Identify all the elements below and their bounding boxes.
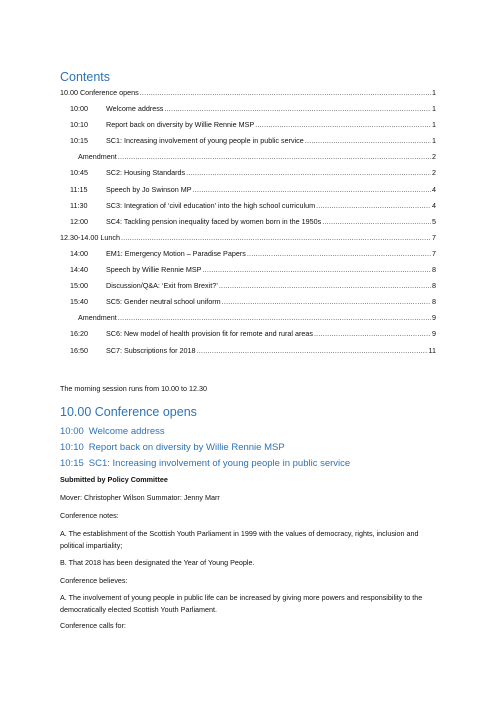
toc-entry-page: 4	[432, 184, 436, 194]
toc-leader-dots	[118, 313, 431, 322]
toc-leader-dots	[121, 233, 431, 242]
toc-entry-text: SC1: Increasing involvement of young people in public service	[106, 136, 304, 146]
subheading-text: Welcome address	[88, 426, 165, 437]
subheading-text: Report back on diversity by Willie Rennie MSP	[88, 442, 285, 453]
toc-leader-dots	[164, 104, 431, 113]
toc-entry-page: 2	[432, 168, 436, 178]
subheading-welcome	[60, 426, 165, 437]
toc-entry-text: Speech by Willie Rennie MSP	[106, 265, 202, 275]
toc-entry-page: 8	[432, 297, 436, 307]
toc-entry-page: 1	[432, 136, 436, 146]
toc-entry-time: 15:40	[70, 297, 88, 307]
toc-entry-text: 10.00 Conference opens	[60, 88, 139, 97]
toc-entry-time: 16:50	[70, 345, 88, 355]
toc-entry-page: 8	[432, 281, 436, 291]
toc-leader-dots	[305, 136, 431, 145]
toc-entry-text: Amendment	[78, 313, 117, 323]
toc-entry-text: SC5: Gender neutral school uniform	[106, 297, 221, 307]
toc-entry[interactable]	[60, 249, 436, 265]
toc-leader-dots	[322, 217, 431, 226]
toc-title: Contents	[60, 70, 111, 84]
toc-entry[interactable]	[60, 265, 436, 281]
toc-entry[interactable]	[60, 346, 436, 362]
toc-entry-page: 5	[432, 216, 436, 226]
toc-entry-time: 16:20	[70, 329, 88, 339]
toc-entry-page: 4	[432, 200, 436, 210]
subheading-text: SC1: Increasing involvement of young people in public service	[88, 458, 351, 469]
toc-entry-time: 11:30	[70, 200, 88, 210]
toc-entry-text: EM1: Emergency Motion – Paradise Papers	[106, 248, 246, 258]
toc-leader-dots	[197, 346, 428, 355]
toc-entry-time: 10:15	[70, 136, 88, 146]
toc-entry-time: 10:45	[70, 168, 88, 178]
toc-entry-page: 1	[432, 88, 436, 97]
subheading-diversity	[60, 442, 285, 453]
toc-leader-dots	[193, 185, 432, 194]
table-of-contents	[60, 88, 436, 362]
toc-entry[interactable]	[60, 313, 436, 329]
toc-entry-text: Discussion/Q&A: ‘Exit from Brexit?’	[106, 281, 218, 291]
subheading-time: 10:00	[60, 426, 84, 437]
toc-entry-time: 10:00	[70, 104, 88, 114]
note-b: B. That 2018 has been designated the Year of Young People.	[60, 558, 255, 567]
toc-entry-page: 11	[428, 345, 436, 355]
subheading-sc1	[60, 458, 350, 469]
toc-entry[interactable]	[60, 217, 436, 233]
toc-entry-page: 9	[432, 329, 436, 339]
toc-entry-page: 2	[432, 152, 436, 162]
toc-entry-page: 1	[432, 104, 436, 114]
section-heading: 10.00 Conference opens	[60, 405, 197, 419]
toc-entry[interactable]	[60, 152, 436, 168]
toc-entry-time: 11:15	[70, 184, 88, 194]
calls-label: Conference calls for:	[60, 621, 126, 630]
toc-entry-time: 10:10	[70, 120, 88, 130]
toc-entry-text: SC4: Tackling pension inequality faced by women born in the 1950s	[106, 216, 322, 226]
toc-entry-time: 14:40	[70, 265, 88, 275]
subheading-time: 10:15	[60, 458, 84, 469]
toc-leader-dots	[314, 329, 431, 338]
notes-label: Conference notes:	[60, 511, 119, 520]
toc-entry[interactable]	[60, 136, 436, 152]
toc-leader-dots	[247, 249, 431, 258]
toc-leader-dots	[255, 120, 431, 129]
toc-entry[interactable]	[60, 168, 436, 184]
toc-entry[interactable]	[60, 281, 436, 297]
toc-leader-dots	[118, 152, 431, 161]
toc-leader-dots	[186, 168, 431, 177]
toc-entry[interactable]	[60, 185, 436, 201]
toc-entry[interactable]	[60, 88, 436, 104]
toc-entry-text: SC3: Integration of ‘civil education’ into the high school curriculum	[106, 200, 316, 210]
toc-entry-text: Report back on diversity by Willie Rennie MSP	[106, 120, 255, 130]
mover-line: Mover: Christopher Wilson Summator: Jenny Marr	[60, 493, 220, 502]
believes-label: Conference believes:	[60, 576, 128, 585]
toc-entry[interactable]	[60, 201, 436, 217]
toc-entry-time: 12:00	[70, 216, 88, 226]
toc-leader-dots	[202, 265, 431, 274]
toc-entry-text: SC2: Housing Standards	[106, 168, 186, 178]
toc-leader-dots	[316, 201, 431, 210]
session-note: The morning session runs from 10.00 to 12.30	[60, 384, 208, 393]
toc-entry-time: 15:00	[70, 281, 88, 291]
submitted-by: Submitted by Policy Committee	[60, 475, 168, 484]
toc-entry-text: SC6: New model of health provision fit for remote and rural areas	[106, 329, 313, 339]
subheading-time: 10:10	[60, 442, 84, 453]
toc-entry[interactable]	[60, 329, 436, 345]
toc-entry[interactable]	[60, 120, 436, 136]
toc-entry-text: Amendment	[78, 152, 117, 162]
toc-entry-text: Welcome address	[106, 104, 164, 114]
toc-entry-text: Speech by Jo Swinson MP	[106, 184, 192, 194]
believe-a: A. The involvement of young people in public life can be increased by giving more powers and responsibility to the democratically elected Scottish Youth Parliament.	[60, 593, 423, 614]
toc-entry[interactable]	[60, 104, 436, 120]
toc-entry-time: 14:00	[70, 248, 88, 258]
toc-leader-dots	[219, 281, 431, 290]
toc-entry-page: 9	[432, 313, 436, 323]
toc-leader-dots	[140, 88, 431, 97]
toc-entry-page: 8	[432, 265, 436, 275]
toc-entry-page: 7	[432, 232, 436, 242]
toc-entry-page: 1	[432, 120, 436, 130]
toc-entry-text: 12.30-14.00 Lunch	[60, 232, 120, 242]
toc-entry[interactable]	[60, 297, 436, 313]
toc-leader-dots	[222, 297, 431, 306]
toc-entry-text: SC7: Subscriptions for 2018	[106, 345, 196, 355]
toc-entry-page: 7	[432, 248, 436, 258]
toc-entry[interactable]	[60, 233, 436, 249]
note-a: A. The establishment of the Scottish Youth Parliament in 1999 with the values of democracy, rights, inclusion and political impartiality;	[60, 529, 419, 550]
